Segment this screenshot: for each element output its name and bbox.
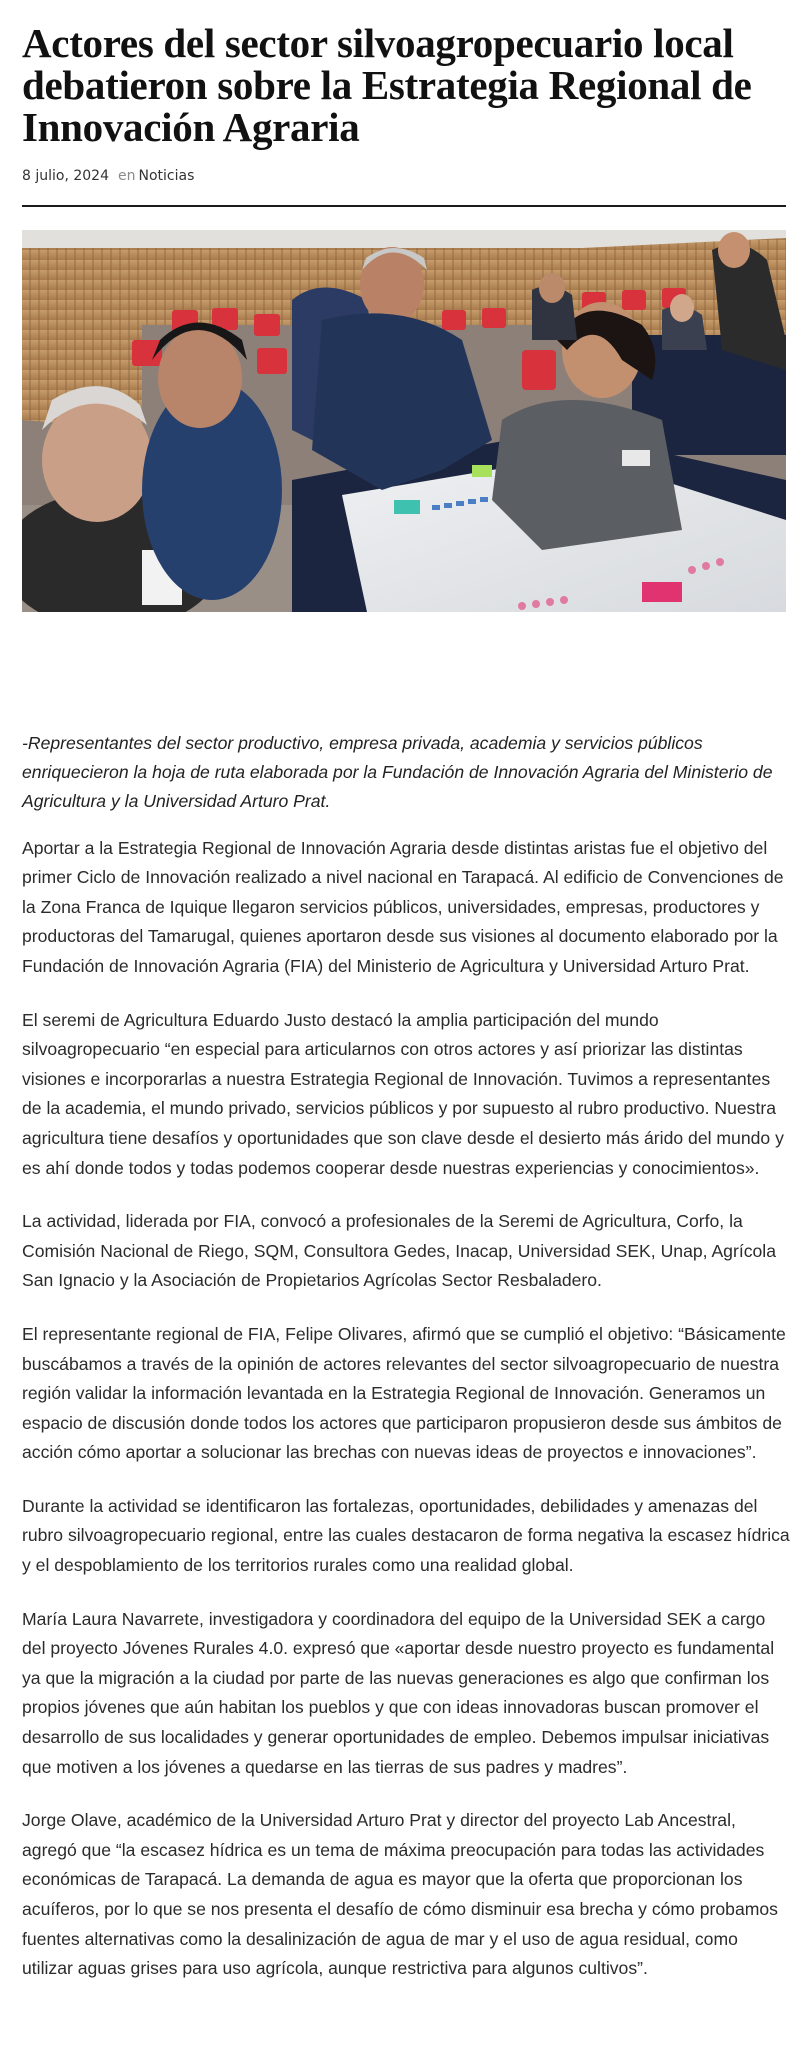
article-paragraph-2: El seremi de Agricultura Eduardo Justo destacó la amplia participación del mundo silvoagropecuario “en especial para articularnos con otros actores y así priorizar las distintas visiones e incorporarlas a nuestra Estrategia Regional de Innovación. Tuvimos a representantes de la academia, el mundo privado, servicios públicos y por supuesto al rubro productivo. Nuestra agricultura tiene desafíos y oportunidades que son clave desde el desierto más árido del mundo y es ahí donde todos y todas podemos cooperar desde nuestras experiencias y conocimientos». <box>22 1009 784 1178</box>
article-paragraph-4: El representante regional de FIA, Felipe Olivares, afirmó que se cumplió el objetivo: “Básicamente buscábamos a través de la opinión de actores relevantes del sector silvoagropecuario de nuestra región validar la información levantada en la Estrategia Regional de Innovación. Generamos un espacio de discusión donde todos los actores que participaron propusieron desde sus ámbitos de acción cómo aportar a solucionar las brechas con nuevas ideas de proyectos e innovaciones”. <box>22 1323 786 1463</box>
article-paragraph-3: La actividad, liderada por FIA, convocó a profesionales de la Seremi de Agricultura, Corfo, la Comisión Nacional de Riego, SQM, Consultora Gedes, Inacap, Universidad SEK, Unap, Agrícola San Ignacio y la Asociación de Propietarios Agrícolas Sector Resbaladero. <box>22 1211 776 1291</box>
article-paragraph-1: Aportar a la Estrategia Regional de Innovación Agraria desde distintas aristas fue el objetivo del primer Ciclo de Innovación realizado a nivel nacional en Tarapacá. Al edificio de Convenciones de la Zona Franca de Iquique llegaron servicios públicos, universidades, empresas, productores y productoras del Tamarugal, quienes aportaron desde sus visiones al documento elaborado por la Fundación de Innovación Agraria (FIA) del Ministerio de Agricultura y Universidad Arturo Prat. <box>22 837 784 976</box>
article-paragraph-7: Jorge Olave, académico de la Universidad Arturo Prat y director del proyecto Lab Ancestral, agregó que “la escasez hídrica es un tema de máxima preocupación para todas las actividades económicas de Tarapacá. La demanda de agua es mayor que la oferta que proporcionan los acuíferos, por lo que se nos presenta el desafío de cómo disminuir esa brecha y cómo probamos fuentes alternativas como la desalinización de agua de mar y el uso de agua residual, como utilizar aguas grises para uso agrícola, aunque restrictiva para algunos cultivos”. <box>22 1810 778 1979</box>
article-title: Actores del sector silvoagropecuario local debatieron sobre la Estrategia Regional de Innovación Agraria <box>22 20 752 150</box>
article-paragraph-5: Durante la actividad se identificaron las fortalezas, oportunidades, debilidades y amenazas del rubro silvoagropecuario regional, entre las cuales destacaron de forma negativa la escasez hídrica y el despoblamiento de los territorios rurales como una realidad global. <box>22 1495 790 1576</box>
featured-image <box>22 230 786 612</box>
category-prefix: en <box>118 168 136 184</box>
article-paragraph-6: María Laura Navarrete, investigadora y coordinadora del equipo de la Universidad SEK a cargo del proyecto Jóvenes Rurales 4.0. expresó que «aportar desde nuestro proyecto es fundamental ya que la migración a la ciudad por parte de las nuevas generaciones es algo que confirman los propios jóvenes que aún habitan los pueblos y que con ideas innovadoras buscan promover el desarrollo de sus localidades y generar oportunidades de empleo. Debemos impulsar iniciativas que motiven a los jóvenes a quedarse en las tierras de sus padres y madres”. <box>22 1608 775 1777</box>
category-link[interactable]: Noticias <box>138 168 195 184</box>
article-date[interactable]: 8 julio, 2024 <box>22 168 109 184</box>
article-meta <box>22 168 786 184</box>
article-lead: -Representantes del sector productivo, empresa privada, academia y servicios públicos enriquecieron la hoja de ruta elaborada por la Fundación de Innovación Agraria del Ministerio de Agricultura y la Universidad Arturo Prat. <box>22 733 773 811</box>
title-divider <box>22 205 786 207</box>
